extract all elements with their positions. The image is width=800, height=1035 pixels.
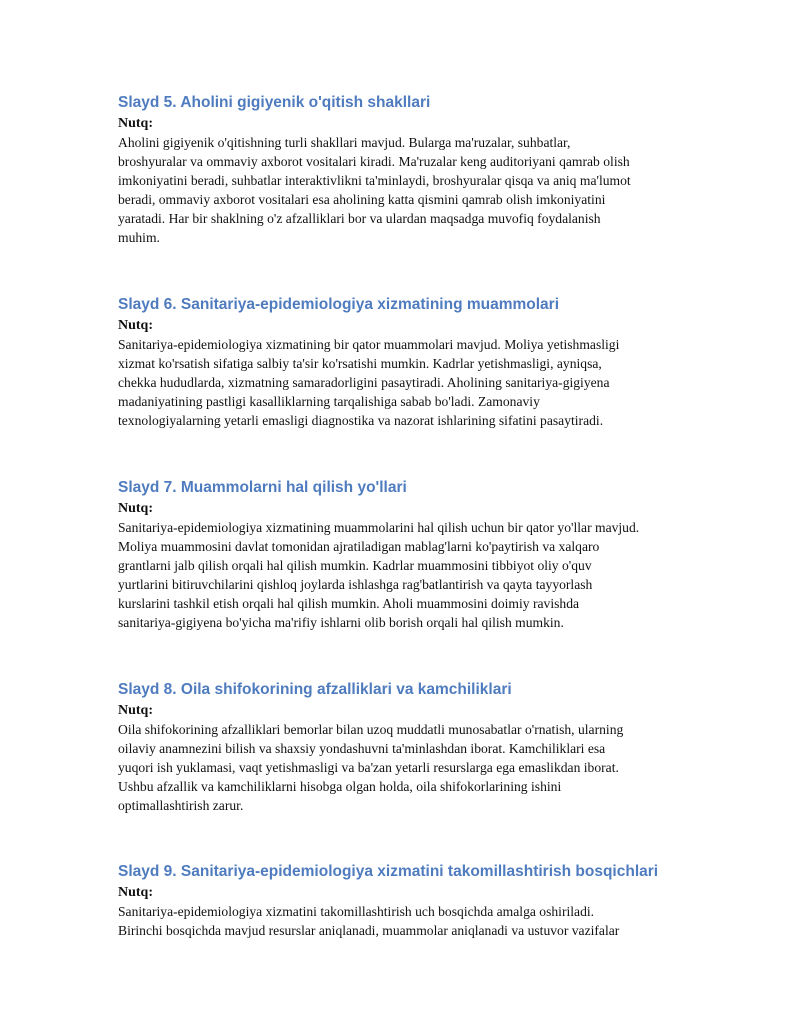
speech-text (118, 902, 698, 940)
speech-text (118, 518, 698, 632)
text-line: grantlarni jalb qilish orqali hal qilish mumkin. Kadrlar muammosini tibbiyot oliy o'quv (118, 558, 592, 573)
text-line: Sanitariya-epidemiologiya xizmatining bir qator muammolari mavjud. Moliya yetishmasligi (118, 337, 620, 352)
slide-5-section (118, 93, 698, 247)
text-line: xizmat ko'rsatish sifatiga salbiy ta'sir ko'rsatishi mumkin. Kadrlar yetishmasligi, ayniqsa, (118, 356, 602, 371)
text-line: Aholini gigiyenik o'qitishning turli shakllari mavjud. Bularga ma'ruzalar, suhbatlar, (118, 135, 571, 150)
text-line: kurslarini tashkil etish orqali hal qilish mumkin. Aholi muammosini doimiy ravishda (118, 596, 580, 611)
speech-text (118, 720, 698, 815)
speech-label: Nutq: (118, 885, 154, 900)
text-line: sanitariya-gigiyena bo'yicha ma'rifiy ishlarni olib borish orqali hal qilish mumkin. (118, 615, 564, 630)
text-line: oilaviy anamnezini bilish va shaxsiy yondashuvni ta'minlashdan iborat. Kamchiliklari esa (118, 741, 606, 756)
text-line: broshyuralar va ommaviy axborot vositalari kiradi. Ma'ruzalar keng auditoriyani qamrab olish (118, 154, 630, 169)
section-heading: Slayd 5. Aholini gigiyenik o'qitish shakllari (118, 94, 431, 111)
text-line: texnologiyalarning yetarli emasligi diagnostika va nazorat ishlarining sifatini pasaytiradi. (118, 413, 604, 428)
text-line: Sanitariya-epidemiologiya xizmatining muammolarini hal qilish uchun bir qator yo'llar mavjud. (118, 520, 640, 535)
text-line: yaratadi. Har bir shaklning o'z afzalliklari bor va ulardan maqsadga muvofiq foydalanish (118, 211, 601, 226)
speech-label: Nutq: (118, 318, 154, 333)
section-heading: Slayd 7. Muammolarni hal qilish yo'llari (118, 479, 407, 496)
text-line: imkoniyatini beradi, suhbatlar interaktivlikni ta'minlaydi, broshyuralar qisqa va aniq ma'lumot (118, 173, 631, 188)
text-line: yuqori ish yuklamasi, vaqt yetishmasligi va ba'zan yetarli resurslarga ega emaslikdan iborat. (118, 760, 619, 775)
document-page (118, 0, 698, 1035)
section-heading: Slayd 9. Sanitariya-epidemiologiya xizmatini takomillashtirish bosqichlari (118, 863, 659, 880)
speech-text (118, 335, 698, 430)
speech-label: Nutq: (118, 116, 154, 131)
speech-label: Nutq: (118, 501, 154, 516)
text-line: yurtlarini bitiruvchilarini qishloq joylarda ishlashga rag'batlantirish va qayta tayyorlash (118, 577, 593, 592)
text-line: beradi, ommaviy axborot vositalari esa aholining katta qismini qamrab olish imkoniyatini (118, 192, 606, 207)
slide-9-section (118, 862, 698, 940)
slide-6-section (118, 295, 698, 430)
text-line: optimallashtirish zarur. (118, 798, 244, 813)
text-line: muhim. (118, 230, 160, 245)
text-line: Birinchi bosqichda mavjud resurslar aniqlanadi, muammolar aniqlanadi va ustuvor vazifalar (118, 923, 620, 938)
speech-text (118, 133, 698, 247)
speech-label: Nutq: (118, 703, 154, 718)
text-line: madaniyatining pastligi kasalliklarning tarqalishiga sabab bo'ladi. Zamonaviy (118, 394, 540, 409)
text-line: chekka hududlarda, xizmatning samaradorligini pasaytiradi. Aholining sanitariya-gigiyena (118, 375, 610, 390)
section-heading: Slayd 8. Oila shifokorining afzalliklari va kamchiliklari (118, 681, 512, 698)
text-line: Oila shifokorining afzalliklari bemorlar bilan uzoq muddatli munosabatlar o'rnatish, ularning (118, 722, 624, 737)
text-line: Sanitariya-epidemiologiya xizmatini takomillashtirish uch bosqichda amalga oshiriladi. (118, 904, 595, 919)
slide-8-section (118, 680, 698, 815)
text-line: Ushbu afzallik va kamchiliklarni hisobga olgan holda, oila shifokorlarining ishini (118, 779, 562, 794)
text-line: Moliya muammosini davlat tomonidan ajratiladigan mablag'larni ko'paytirish va xalqaro (118, 539, 600, 554)
section-heading: Slayd 6. Sanitariya-epidemiologiya xizmatining muammolari (118, 296, 560, 313)
slide-7-section (118, 478, 698, 632)
